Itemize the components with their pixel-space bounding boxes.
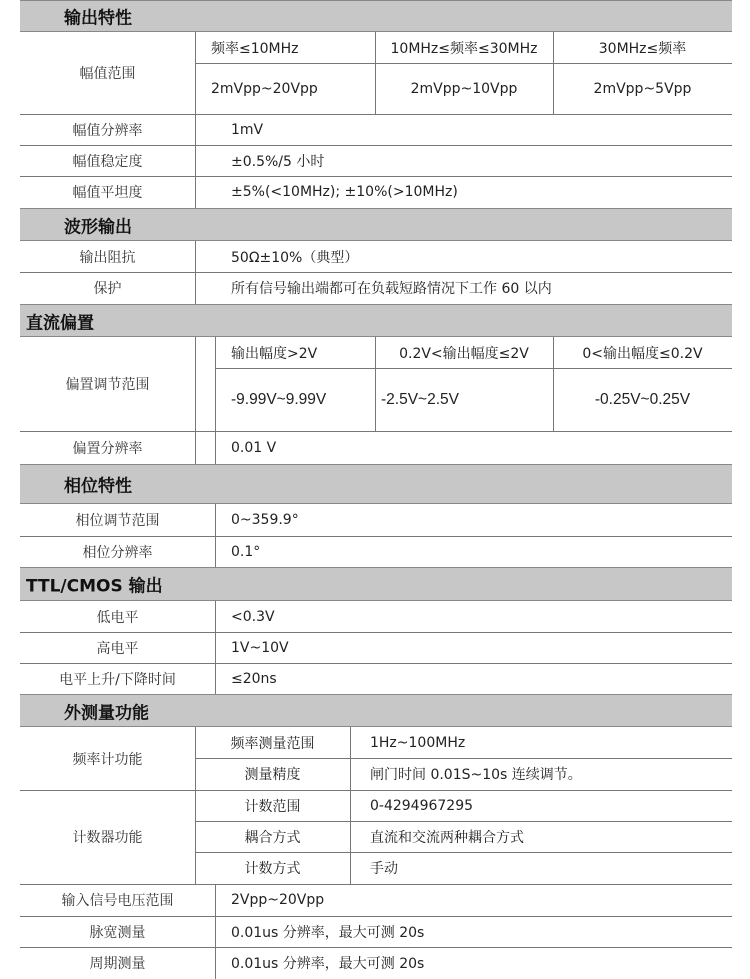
input-voltage-value: 2Vpp~20Vpp [231,892,325,908]
amp-range-value-1: 2mVpp~20Vpp [211,80,318,97]
section-header-ttl: TTL/CMOS 输出 [20,567,732,601]
low-level-label: 低电平 [96,609,139,626]
offset-range-value-3: -0.25V~0.25V [594,390,691,408]
count-range-value: 0-4294967295 [370,797,474,814]
pulse-width-value: 0.01us 分辨率，最大可测 20s [231,924,425,941]
freq-range-value: 1Hz~100MHz [370,734,466,751]
counter-label: 计数器功能 [72,830,143,846]
divider [20,663,732,664]
divider [195,337,196,464]
high-level-value: 1V~10V [231,639,289,656]
amp-flatness-value: ±5%(<10MHz); ±10%(>10MHz) [231,184,458,200]
protection-value: 所有信号输出端都可在负载短路情况下工作 60 以内 [231,281,552,297]
section-header-output: 输出特性 [20,0,732,32]
divider [20,272,732,273]
divider [553,337,554,431]
period-label: 周期测量 [89,956,146,972]
amp-range-label: 幅值范围 [79,66,136,82]
amp-range-value-2: 2mVpp~10Vpp [410,80,518,97]
spec-table [20,0,732,979]
rise-fall-time-value: ≤20ns [231,670,277,687]
section-header-phase: 相位特性 [20,464,732,504]
high-level-label: 高电平 [96,640,139,657]
freq-range-label: 频率测量范围 [230,735,315,752]
phase-resolution-value: 0.1° [231,543,261,560]
divider [195,852,732,853]
offset-resolution-value: 0.01 V [231,439,277,456]
amp-range-value-3: 2mVpp~5Vpp [593,80,692,97]
divider [195,63,732,64]
amp-range-header-3: 30MHz≤频率 [598,40,687,57]
output-impedance-value: 50Ω±10%（典型） [231,249,359,266]
divider [20,884,732,885]
pulse-width-label: 脉宽测量 [89,924,146,941]
section-header-waveform: 波形输出 [20,208,732,241]
freq-accuracy-value: 闸门时间 0.01S~10s 连续调节。 [370,767,582,783]
amp-resolution-value: 1mV [231,121,264,138]
divider [20,431,732,432]
divider [215,504,216,567]
divider [195,821,732,822]
period-value: 0.01us 分辨率，最大可测 20s [231,956,425,972]
divider [195,758,732,759]
offset-range-value-2: -2.5V~2.5V [381,390,459,408]
divider [20,536,732,537]
low-level-value: <0.3V [231,608,275,625]
count-mode-value: 手动 [370,861,398,877]
offset-range-label: 偏置调节范围 [65,377,150,393]
section-header-ext: 外测量功能 [20,694,732,727]
coupling-label: 耦合方式 [244,829,301,846]
amp-stability-label: 幅值稳定度 [72,153,143,170]
divider [20,916,732,917]
freq-accuracy-label: 测量精度 [244,767,301,783]
protection-label: 保护 [93,281,122,297]
offset-resolution-label: 偏置分辨率 [72,440,143,457]
offset-range-header-1: 输出幅度>2V [231,345,318,362]
phase-range-label: 相位调节范围 [75,513,160,529]
divider [215,884,216,979]
count-mode-label: 计数方式 [244,861,301,877]
divider [20,790,732,791]
amp-stability-value: ±0.5%/5 小时 [231,153,325,170]
divider [20,947,732,948]
divider [195,32,196,208]
offset-range-header-3: 0<输出幅度≤0.2V [582,345,703,362]
divider [20,114,732,115]
phase-range-value: 0~359.9° [231,512,299,528]
divider [195,241,196,304]
phase-resolution-label: 相位分辨率 [82,544,153,561]
count-range-label: 计数范围 [244,798,301,815]
divider [195,727,196,884]
divider [375,32,376,114]
freq-counter-label: 频率计功能 [72,751,143,768]
offset-range-header-2: 0.2V<输出幅度≤2V [399,345,529,362]
divider [375,337,376,431]
divider [215,337,216,464]
divider [553,32,554,114]
divider [215,368,732,369]
coupling-value: 直流和交流两种耦合方式 [370,829,524,846]
divider [20,145,732,146]
section-header-dc-offset: 直流偏置 [20,304,732,337]
amp-resolution-label: 幅值分辨率 [72,122,143,139]
offset-range-value-1: -9.99V~9.99V [231,390,327,408]
amp-range-header-2: 10MHz≤频率≤30MHz [390,40,538,57]
output-impedance-label: 输出阻抗 [79,249,136,266]
rise-fall-time-label: 电平上升/下降时间 [59,671,176,688]
amp-range-header-1: 频率≤10MHz [211,40,299,57]
input-voltage-label: 输入信号电压范围 [61,893,174,909]
divider [20,632,732,633]
divider [20,176,732,177]
divider [215,601,216,694]
divider [350,727,351,884]
amp-flatness-label: 幅值平坦度 [72,185,143,201]
